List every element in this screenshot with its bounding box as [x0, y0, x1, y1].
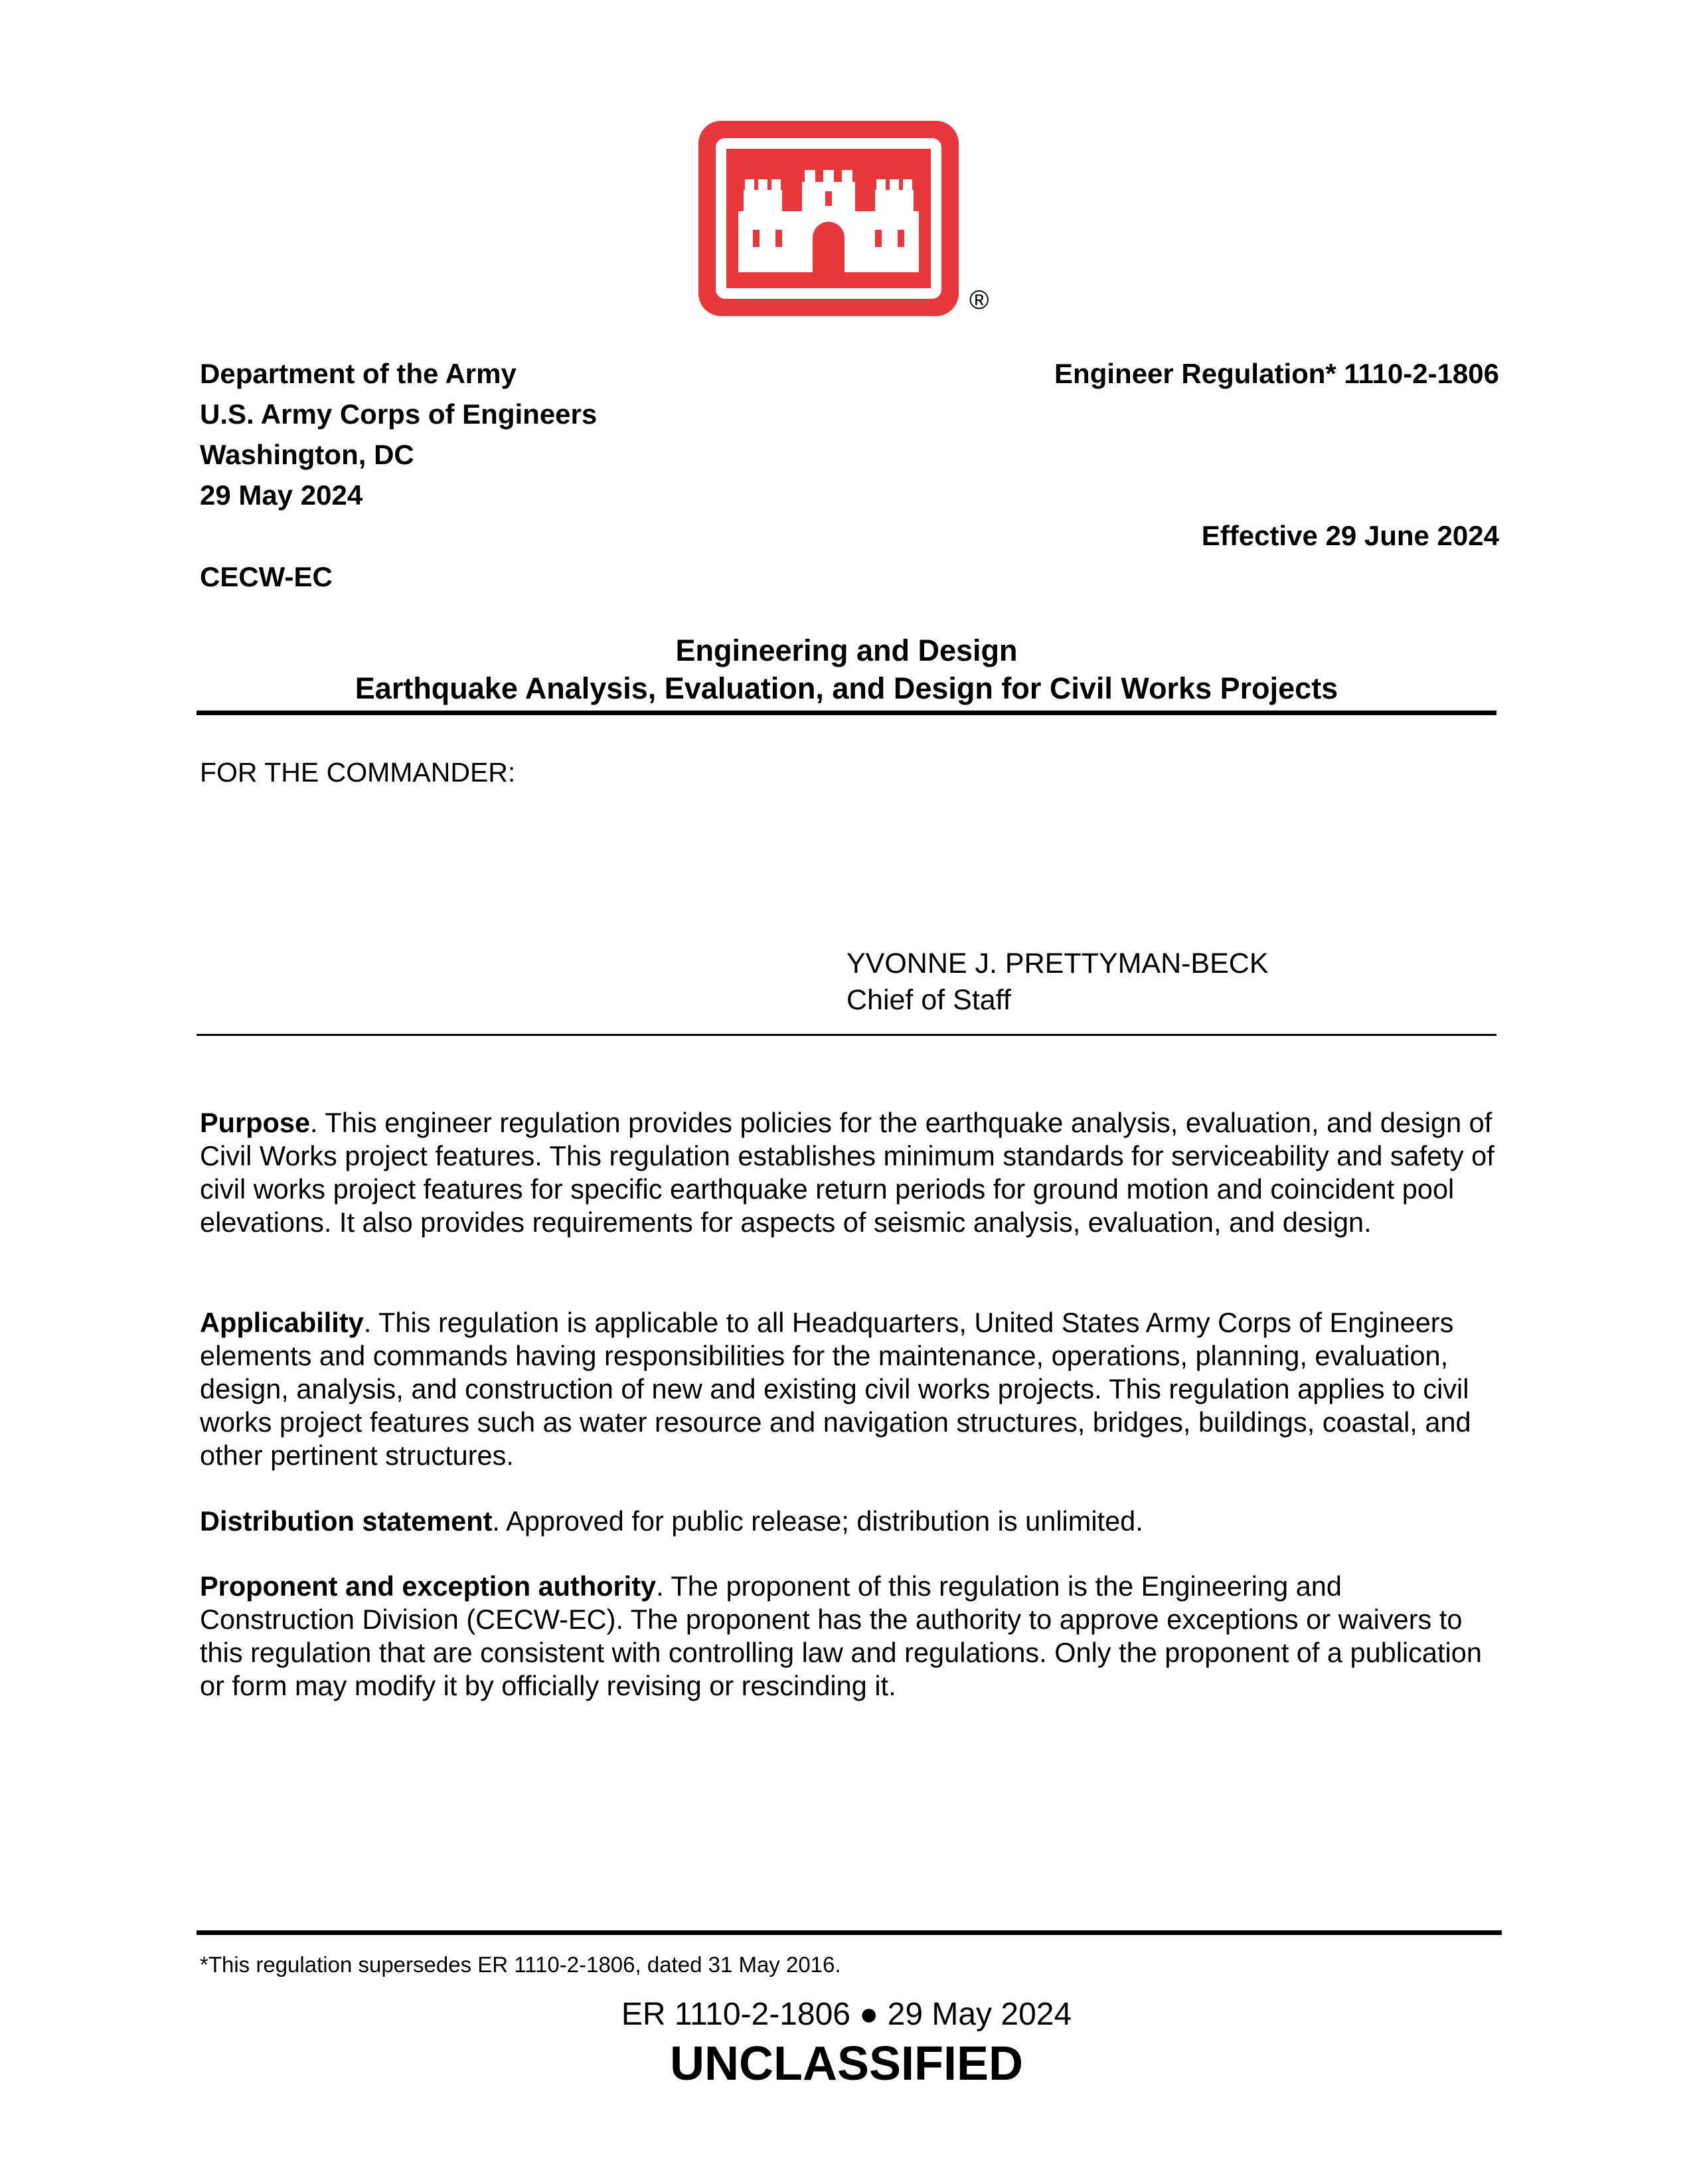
- regulation-number: Engineer Regulation* 1110-2-1806: [1054, 358, 1499, 389]
- corps: U.S. Army Corps of Engineers: [200, 398, 598, 430]
- supersession-footnote: *This regulation supersedes ER 1110-2-1806, dated 31 May 2016.: [200, 1952, 841, 1977]
- commander-line: FOR THE COMMANDER:: [200, 757, 516, 788]
- title-line-2: Earthquake Analysis, Evaluation, and Design for Civil Works Projects: [355, 671, 1338, 705]
- section-label: Purpose: [200, 1107, 311, 1138]
- castle-logo-icon: [696, 118, 961, 319]
- classification-marking: UNCLASSIFIED: [669, 2037, 1024, 2090]
- signature-divider: [197, 1034, 1496, 1036]
- proponent-section: [200, 1570, 1501, 1703]
- footer-identifier: ER 1110-2-1806 ● 29 May 2024: [621, 1997, 1072, 2032]
- department: Department of the Army: [200, 358, 517, 389]
- location: Washington, DC: [200, 439, 414, 470]
- section-text: . This regulation is applicable to all Headquarters, United States Army Corps of Engineers elements and commands having responsibilities for the maintenance, operations, planning, evaluation, design, analysis, and construction of new and existing civil works projects. This regulation applies to civil works project features such as water resource and navigation structures, bridges, buildings, coastal, and other pertinent structures.: [200, 1307, 1471, 1471]
- effective-date: Effective 29 June 2024: [1201, 520, 1499, 551]
- section-label: Distribution statement: [200, 1505, 493, 1537]
- title-line-1: Engineering and Design: [675, 633, 1018, 667]
- issuing-office-block: [200, 353, 597, 515]
- document-title: [197, 631, 1496, 707]
- office-symbol: CECW-EC: [200, 561, 333, 592]
- signer-name: YVONNE J. PRETTYMAN-BECK: [846, 948, 1269, 979]
- section-text: . Approved for public release; distribution is unlimited.: [492, 1505, 1143, 1537]
- applicability-section: [200, 1306, 1501, 1472]
- footnote-divider: [197, 1930, 1502, 1935]
- registered-mark: ®: [969, 286, 989, 315]
- purpose-section: [200, 1106, 1501, 1239]
- distribution-section: [200, 1505, 1501, 1538]
- section-text: . This engineer regulation provides policies for the earthquake analysis, evaluation, and design of Civil Works project features. This regulation establishes minimum standards for serviceability and safety of civil works project features for specific earthquake return periods for ground motion and coincident pool elevations. It also provides requirements for aspects of seismic analysis, evaluation, and design.: [200, 1107, 1494, 1238]
- section-label: Proponent and exception authority: [200, 1570, 657, 1602]
- signature-block: [846, 946, 1269, 1019]
- section-label: Applicability: [200, 1307, 364, 1338]
- section-text: . The proponent of this regulation is the Engineering and Construction Division (CECW-EC). The proponent has the authority to approve exceptions or waivers to this regulation that are consistent with controlling law and regulations. Only the proponent of a publication or form may modify it by officially revising or rescinding it.: [200, 1570, 1482, 1701]
- title-divider: [197, 711, 1496, 715]
- issue-date: 29 May 2024: [200, 479, 363, 511]
- signer-position: Chief of Staff: [846, 984, 1011, 1016]
